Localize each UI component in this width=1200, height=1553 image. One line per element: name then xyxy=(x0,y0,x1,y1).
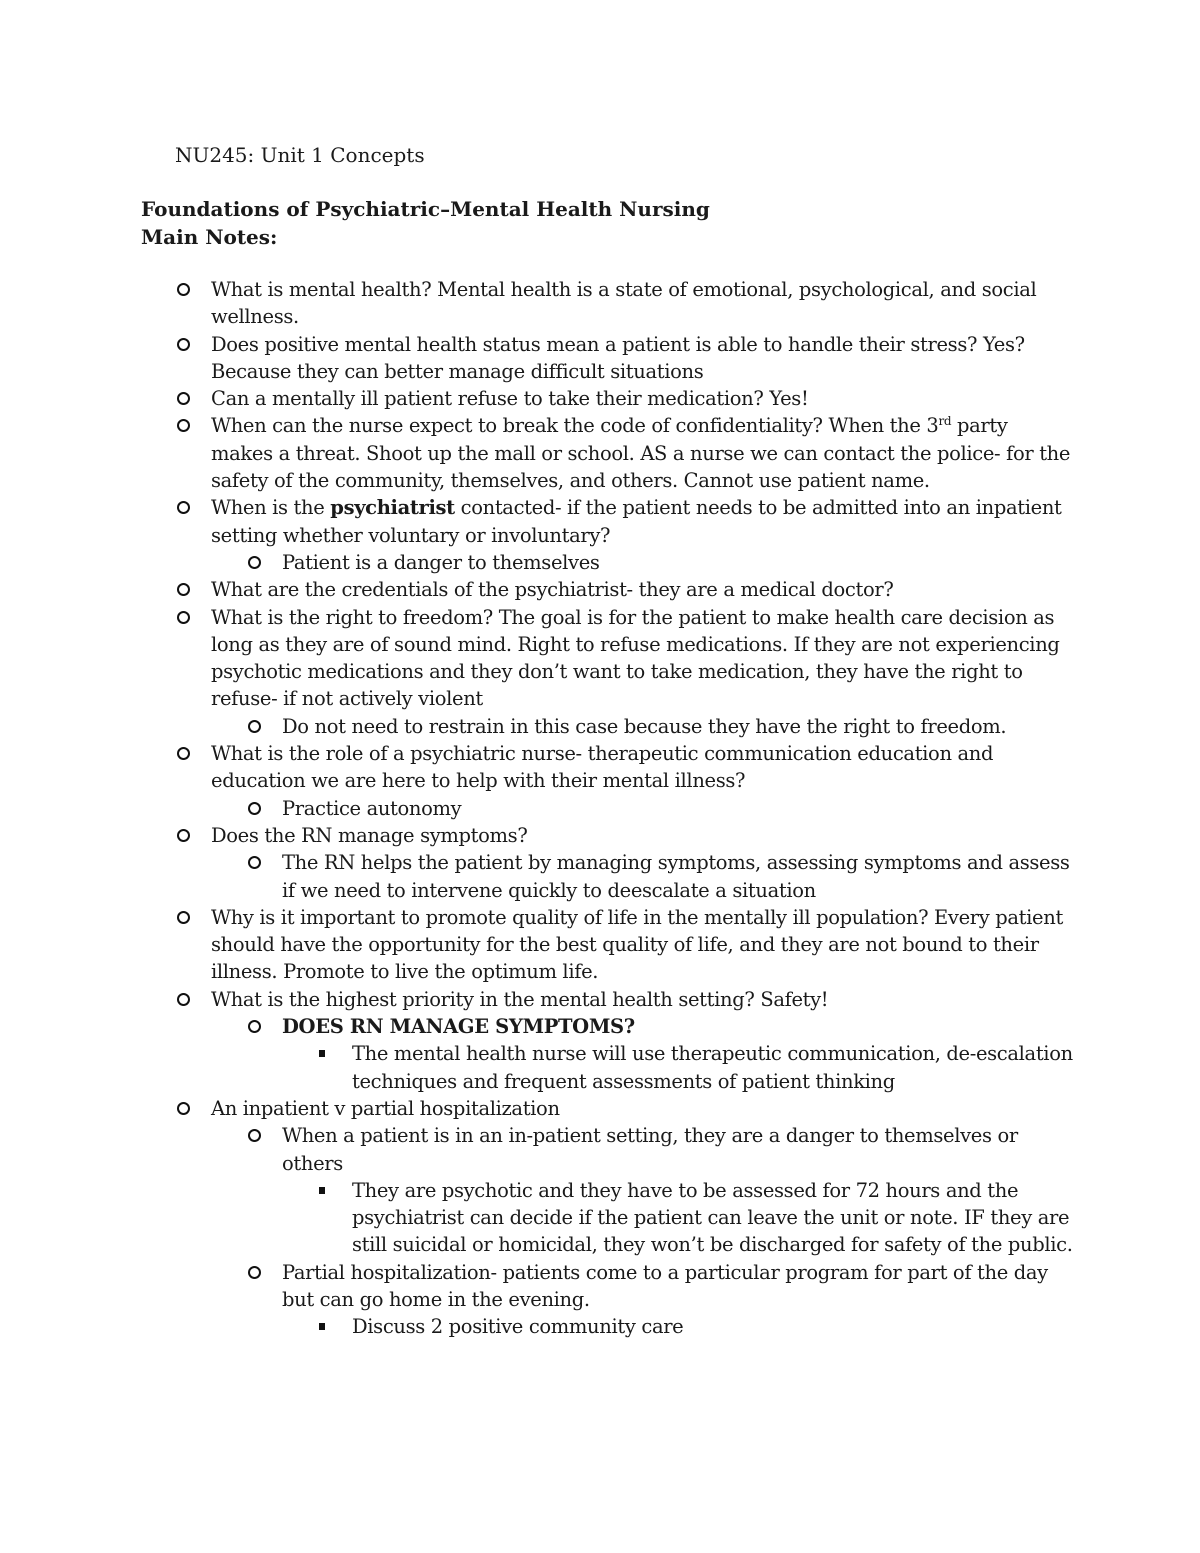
list-item xyxy=(282,713,1074,740)
ring-bullet-icon xyxy=(177,276,190,303)
square-bullet-icon xyxy=(319,1177,325,1204)
ring-bullet-icon xyxy=(177,986,190,1013)
text-segment: What is the role of a psychiatric nurse- therapeutic communication education and education we are here to help with their mental illness? xyxy=(211,742,994,793)
list-item xyxy=(211,1095,1073,1122)
bold-text: psychiatrist xyxy=(330,496,455,520)
text-segment: contacted- if the patient needs to be admitted into an inpatient setting whether voluntary or involuntary? xyxy=(211,496,1062,547)
list-item-text xyxy=(211,496,1062,546)
list-item-text xyxy=(352,1179,1073,1257)
list-item-text xyxy=(211,278,1036,328)
section-subtitle: Main Notes: xyxy=(141,225,278,249)
ring-bullet-icon xyxy=(248,849,261,876)
ring-bullet-icon xyxy=(177,740,190,767)
ring-bullet-icon xyxy=(177,1095,190,1122)
list-item xyxy=(282,1122,1074,1177)
text-segment: Practice autonomy xyxy=(282,796,462,820)
list-item xyxy=(352,1313,1074,1340)
list-item-text xyxy=(282,715,1006,738)
list-item-text xyxy=(282,1261,1048,1311)
list-item-text xyxy=(282,797,461,820)
ring-bullet-icon xyxy=(248,549,261,576)
text-segment: When is the xyxy=(211,496,331,520)
list-item-text xyxy=(211,387,808,410)
list-item xyxy=(282,549,1074,576)
ring-bullet-icon xyxy=(248,713,261,740)
list-item-text xyxy=(211,742,993,792)
list-item-text xyxy=(282,851,1070,901)
text-segment: Partial hospitalization- patients come to a particular program for part of the day but can go home in the evening. xyxy=(282,1260,1048,1311)
list-item xyxy=(211,740,1073,795)
list-item-text xyxy=(211,824,527,847)
text-segment: Why is it important to promote quality of life in the mentally ill population? Every patient should have the opportunity for the best quality of life, and they are not bound to their illness. Promote to live the optimum life. xyxy=(211,905,1063,984)
text-segment: What is the highest priority in the mental health setting? Safety! xyxy=(211,987,829,1011)
list-item-text xyxy=(211,1097,560,1120)
text-segment: The RN helps the patient by managing symptoms, assessing symptoms and assess if we need to intervene quickly to deescalate a situation xyxy=(282,851,1070,902)
text-segment: What is the right to freedom? The goal is for the patient to make health care decision as long as they are of sound mind. Right to refuse medications. If they are not experiencing psychotic medications and they don’t want to take medication, they have the right to refuse- if not actively violent xyxy=(211,605,1060,711)
superscript-text: rd xyxy=(938,414,952,429)
text-segment: Patient is a danger to themselves xyxy=(282,550,600,574)
text-segment: Can a mentally ill patient refuse to take their medication? Yes! xyxy=(211,387,809,411)
list-item-text xyxy=(352,1315,683,1338)
ring-bullet-icon xyxy=(177,904,190,931)
text-segment: What is mental health? Mental health is a state of emotional, psychological, and social wellness. xyxy=(211,278,1037,329)
text-segment: Does the RN manage symptoms? xyxy=(211,823,528,847)
text-segment: When can the nurse expect to break the code of confidentiality? When the 3 xyxy=(211,414,939,438)
list-item xyxy=(211,412,1073,494)
list-item-text xyxy=(282,1124,1018,1174)
text-segment: When a patient is in an in-patient setting, they are a danger to themselves or others xyxy=(282,1124,1018,1175)
list-item xyxy=(211,904,1073,986)
ring-bullet-icon xyxy=(177,412,190,439)
list-item-text xyxy=(282,1015,635,1038)
list-item-text xyxy=(352,1042,1073,1092)
ring-bullet-icon xyxy=(177,576,190,603)
list-item xyxy=(211,986,1073,1013)
text-segment: Do not need to restrain in this case because they have the right to freedom. xyxy=(282,714,1007,738)
text-segment: Does positive mental health status mean a patient is able to handle their stress? Yes? Because they can better manage difficult situations xyxy=(211,332,1025,383)
list-item xyxy=(211,331,1073,386)
list-item-text xyxy=(282,551,600,574)
ring-bullet-icon xyxy=(248,795,261,822)
list-item xyxy=(211,276,1073,331)
text-segment: Discuss 2 positive community care xyxy=(352,1315,684,1339)
text-segment: They are psychotic and they have to be assessed for 72 hours and the psychiatrist can decide if the patient can leave the unit or note. IF they are still suicidal or homicidal, they won’t be discharged for safety of the public. xyxy=(352,1178,1073,1257)
list-item xyxy=(282,1013,1074,1040)
list-item xyxy=(211,604,1073,713)
list-item-text xyxy=(211,988,828,1011)
list-item xyxy=(211,494,1073,549)
ring-bullet-icon xyxy=(177,604,190,631)
list-item-text xyxy=(211,333,1025,383)
ring-bullet-icon xyxy=(177,385,190,412)
text-segment: What are the credentials of the psychiatrist- they are a medical doctor? xyxy=(211,578,894,602)
square-bullet-icon xyxy=(319,1040,325,1067)
list-item-text xyxy=(211,606,1060,711)
list-item xyxy=(282,795,1074,822)
text-segment: party makes a threat. Shoot up the mall or school. AS a nurse we can contact the police- for the safety of the community, themselves, and others. Cannot use patient name. xyxy=(211,414,1071,493)
course-heading: NU245: Unit 1 Concepts xyxy=(175,143,425,167)
list-item xyxy=(282,1259,1074,1314)
notes-list xyxy=(0,276,1200,1341)
section-title: Foundations of Psychiatric–Mental Health Nursing xyxy=(141,197,710,221)
list-item xyxy=(211,385,1073,412)
ring-bullet-icon xyxy=(248,1259,261,1286)
bold-text: DOES RN MANAGE SYMPTOMS? xyxy=(282,1015,635,1039)
list-item-text xyxy=(211,578,893,601)
list-item xyxy=(211,576,1073,603)
square-bullet-icon xyxy=(319,1313,325,1340)
list-item xyxy=(352,1040,1074,1095)
ring-bullet-icon xyxy=(248,1122,261,1149)
list-item xyxy=(211,822,1073,849)
text-segment: The mental health nurse will use therapeutic communication, de-escalation techniques and frequent assessments of patient thinking xyxy=(352,1042,1073,1093)
list-item-text xyxy=(211,414,1070,492)
ring-bullet-icon xyxy=(248,1013,261,1040)
list-item xyxy=(282,849,1074,904)
ring-bullet-icon xyxy=(177,331,190,358)
text-segment: An inpatient v partial hospitalization xyxy=(211,1096,560,1120)
ring-bullet-icon xyxy=(177,494,190,521)
ring-bullet-icon xyxy=(177,822,190,849)
list-item-text xyxy=(211,906,1063,984)
list-item xyxy=(352,1177,1074,1259)
